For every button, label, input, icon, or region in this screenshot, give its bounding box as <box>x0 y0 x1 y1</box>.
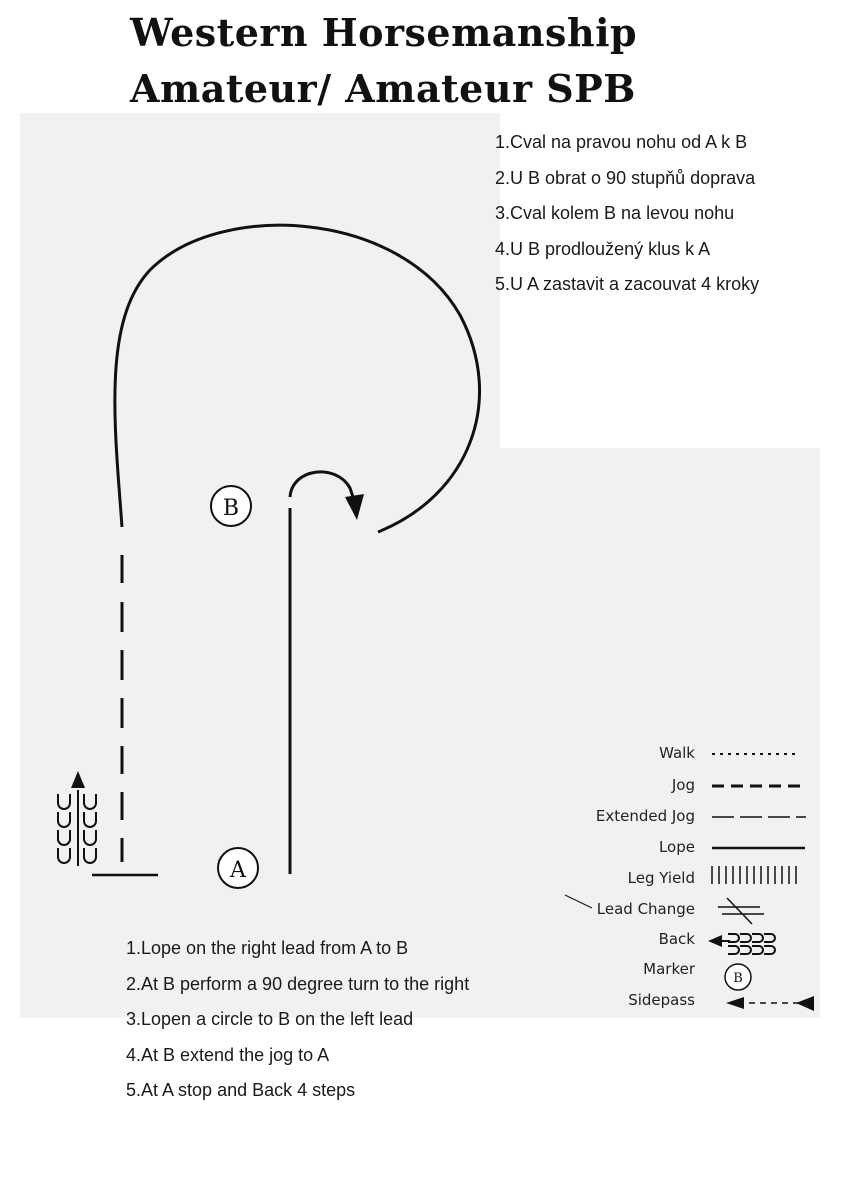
step-cz-1: 1.Cval na pravou nohu od A k B <box>495 132 748 152</box>
legend-leg-yield-symbol <box>712 866 796 884</box>
step-cz-5: 5.U A zastavit a zacouvat 4 kroky <box>495 274 760 294</box>
step-cz-2: 2.U B obrat o 90 stupňů doprava <box>495 167 756 188</box>
step-en-1: 1.Lope on the right lead from A to B <box>126 938 409 958</box>
marker-a-label: A <box>230 858 246 883</box>
legend-sidepass-right-arrowhead <box>796 996 814 1011</box>
legend-marker-symbol-label: B <box>733 971 743 986</box>
legend-sidepass-left-arrowhead <box>726 997 744 1009</box>
legend-walk-label: Walk <box>659 744 695 762</box>
marker-b <box>211 486 251 526</box>
step-cz-3: 3.Cval kolem B na levou nohu <box>495 203 735 223</box>
legend-back-label: Back <box>658 930 695 948</box>
marker-a <box>218 848 258 888</box>
legend-lope-label: Lope <box>658 838 695 856</box>
legend-leg-yield-label: Leg Yield <box>627 869 695 887</box>
legend-sidepass-label: Sidepass <box>628 991 695 1009</box>
legend-lead-change-label: Lead Change <box>596 900 695 918</box>
title-line-2: Amateur/ Amateur SPB <box>130 66 636 111</box>
marker-b-label: B <box>222 496 240 521</box>
lope-circle <box>115 225 480 532</box>
legend-marker-label: Marker <box>643 960 695 978</box>
step-en-3: 3.Lopen a circle to B on the left lead <box>126 1009 414 1029</box>
step-cz-4: 4.U B prodloužený klus k A <box>495 238 711 259</box>
back-steps-arrowhead <box>71 771 85 788</box>
step-en-4: 4.At B extend the jog to A <box>126 1044 330 1065</box>
legend-back-symbol <box>716 934 775 954</box>
turn-right-arrow <box>290 472 354 500</box>
legend-extended-jog-label: Extended Jog <box>595 807 695 825</box>
legend-back-arrowhead <box>708 935 722 947</box>
turn-arrowhead <box>345 494 364 520</box>
step-en-5: 5.At A stop and Back 4 steps <box>126 1080 356 1100</box>
legend-jog-label: Jog <box>671 776 695 794</box>
step-en-2: 2.At B perform a 90 degree turn to the right <box>126 973 470 994</box>
back-steps-symbol <box>58 790 96 866</box>
title-line-1: Western Horsemanship <box>130 10 638 55</box>
pattern-steps-english <box>126 939 469 1117</box>
legend-marker-symbol <box>725 964 751 990</box>
